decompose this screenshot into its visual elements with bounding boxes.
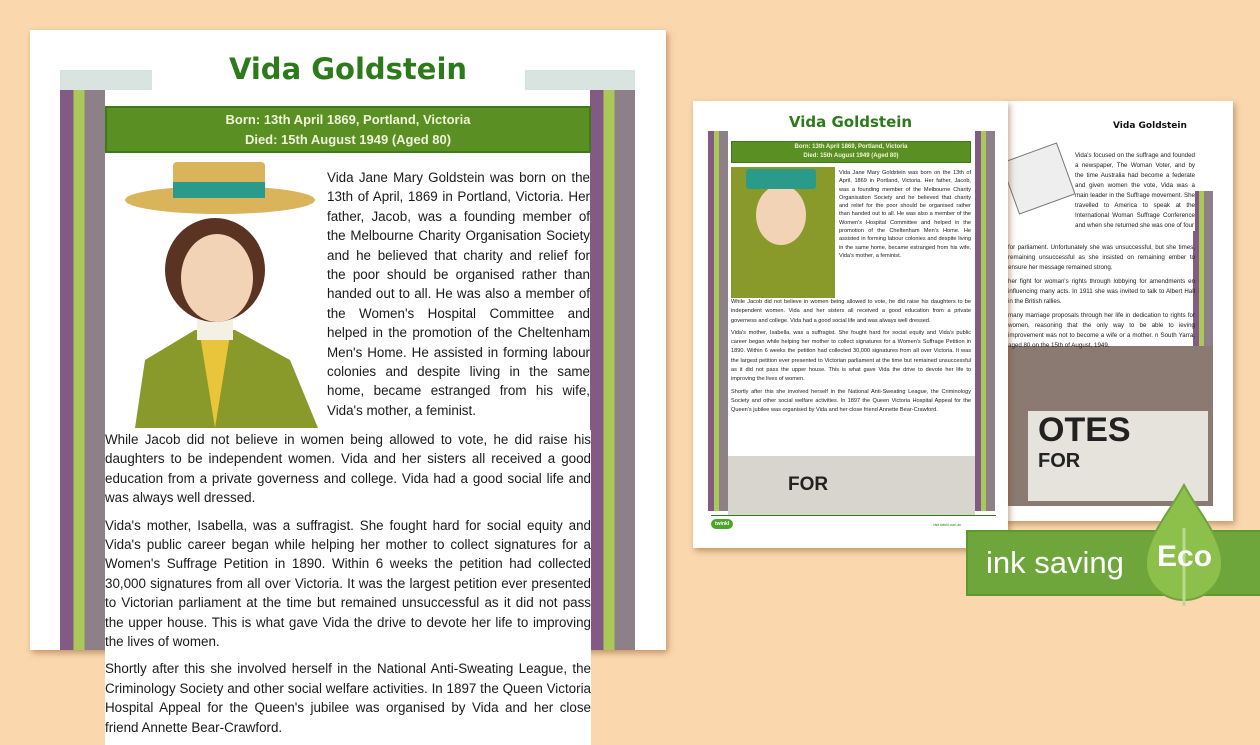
twinkl-logo: twinkl (711, 519, 733, 529)
poster-text: FOR (1038, 450, 1081, 472)
dates-banner (731, 141, 971, 163)
page-title: Vida Goldstein (228, 52, 468, 86)
body-text (731, 298, 971, 424)
paragraph: her fight for woman's rights through lobbying for amendments en influencing many acts. In 1911 she was invited to talk to Albert Hall in the British rallies. (1008, 278, 1195, 305)
portrait-illustration (105, 160, 318, 428)
footer-url: visit twinkl.com.au (933, 523, 962, 527)
paragraph: While Jacob did not believe in women being allowed to vote, he did raise his daughters to be independent women. Vida and her sisters all received a good education from a private governess and college. Vida had a good social life and was always well dressed. (731, 299, 971, 324)
paragraph: Vida's mother, Isabella, was a suffragist. She fought hard for social equity and Vida's public career began while helping her mother to collect signatures for a Women's Suffrage Petition in 1890. Within 6 weeks the petition had collected 30,000 signatures from all over Victoria. It was the largest petition ever presented to Victorian parliament at the time but remained unsuccessful as it did not pass the upper house. This is what gave Vida the drive to devote her life to improving the lives of women. (731, 329, 971, 383)
main-page-thumbnail (693, 101, 1008, 548)
died-text: Died: 15th August 1949 (Aged 80) (803, 153, 899, 159)
poster-text: OTES (1038, 411, 1131, 449)
poster-text: FOR (788, 474, 829, 495)
eco-label: Eco (1157, 540, 1213, 573)
newspaper-icon (1000, 142, 1075, 214)
background-art (975, 131, 995, 511)
second-page-preview (1003, 101, 1233, 521)
background-art-right (590, 90, 635, 650)
dates-banner (105, 106, 591, 153)
born-text: Born: 13th April 1869, Portland, Victoria (225, 112, 471, 127)
poster-illustration (728, 456, 975, 516)
ink-saving-label: ink saving (986, 545, 1124, 580)
paragraph: Shortly after this she involved herself in the National Anti-Sweating League, the Criminology Society and other social welfare activities. In 1897 the Queen Victoria Hospital Appeal for the Queen's jubilee was organised by Vida and her close friend Annette Bear-Crawford. (731, 388, 971, 414)
paragraph: Vida's mother, Isabella, was a suffragist. She fought hard for social equity and Vida's public career began while helping her mother to collect signatures for a Women's Suffrage Petition in 1890. Within 6 weeks the petition had collected 30,000 signatures from all over Victoria. It was the largest petition ever presented to Victorian parliament at the time but remained unsuccessful as it did not pass the upper house. This is what gave Vida the drive to devote her life to improving the lives of women. (105, 517, 591, 650)
page-title: Vida Goldstein (788, 113, 913, 131)
main-page-preview (30, 30, 666, 735)
paragraph: for parliament. Unfortunately she was unsuccessful, but she times, remaining unsuccessful as she insisted on remaining ember to ensure her message remained strong. (1008, 244, 1195, 271)
footer-divider (711, 515, 996, 516)
paragraph: many marriage proposals through her life in dedication to rights for women, reasoning that the only way to be able to ieving improvement was not to become a wife or a mother. n South Yarra, aged 80 on the 15th of August, 1949. (1008, 312, 1195, 349)
paragraph: Shortly after this she involved herself in the National Anti-Sweating League, the Criminology Society and other social welfare activities. In 1897 the Queen Victoria Hospital Appeal for the Queen's jubilee was organised by Vida and her close friend Annette Bear-Crawford. (105, 661, 591, 735)
paragraph: Vida's focused on the suffrage and founded a newspaper, The Woman Voter, and by the time Australia had become a federate and given women the vote, Vida was a main leader in the Suffrage movement. She travelled to America to speak at the International Woman Suffrage Conference and when she returned she was one of four (1075, 152, 1195, 229)
background-art (708, 131, 728, 511)
poster-illustration (1008, 346, 1213, 506)
portrait-illustration (731, 167, 835, 299)
background-art-left (60, 90, 105, 650)
born-text: Born: 13th April 1869, Portland, Victoria (794, 144, 908, 150)
page-title: Vida Goldstein (1113, 121, 1187, 131)
paragraph: While Jacob did not believe in women being allowed to vote, he did raise his daughters to be independent women. Vida and her sisters all received a good education from a private governess and college. Vida had a good social life and was always well dressed. (105, 432, 591, 506)
intro-paragraph: Vida Jane Mary Goldstein was born on the 13th of April, 1869 in Portland, Victoria. Her father, Jacob, was a founding member of the Melbourne Charity Organisation Society and he believed that charity and relief for the poor should be organised rather than handed out to all. He was also a member of the Women's Hospital Committee and helped in the promotion of the Cheltenham Men's Home. He assisted in forming labour colonies and despite living in the same home, became estranged from his wife, Vida's mother, a feminist. (839, 170, 971, 259)
died-text: Died: 15th August 1949 (Aged 80) (244, 132, 452, 147)
body-text (1008, 243, 1195, 359)
intro-paragraph: Vida Jane Mary Goldstein was born on the 13th of April, 1869 in Portland, Victoria. Her father, Jacob, was a founding member of the Melbourne Charity Organisation Society and he believed that charity and relief for the poor should be organised rather than handed out to all. He was also a member of the Women's Hospital Committee and helped in the promotion of the Cheltenham Men's Home. He assisted in forming labour colonies and despite living in the same home, became estranged from his wife, Vida's mother, a feminist. (327, 168, 590, 420)
body-text (105, 430, 591, 745)
